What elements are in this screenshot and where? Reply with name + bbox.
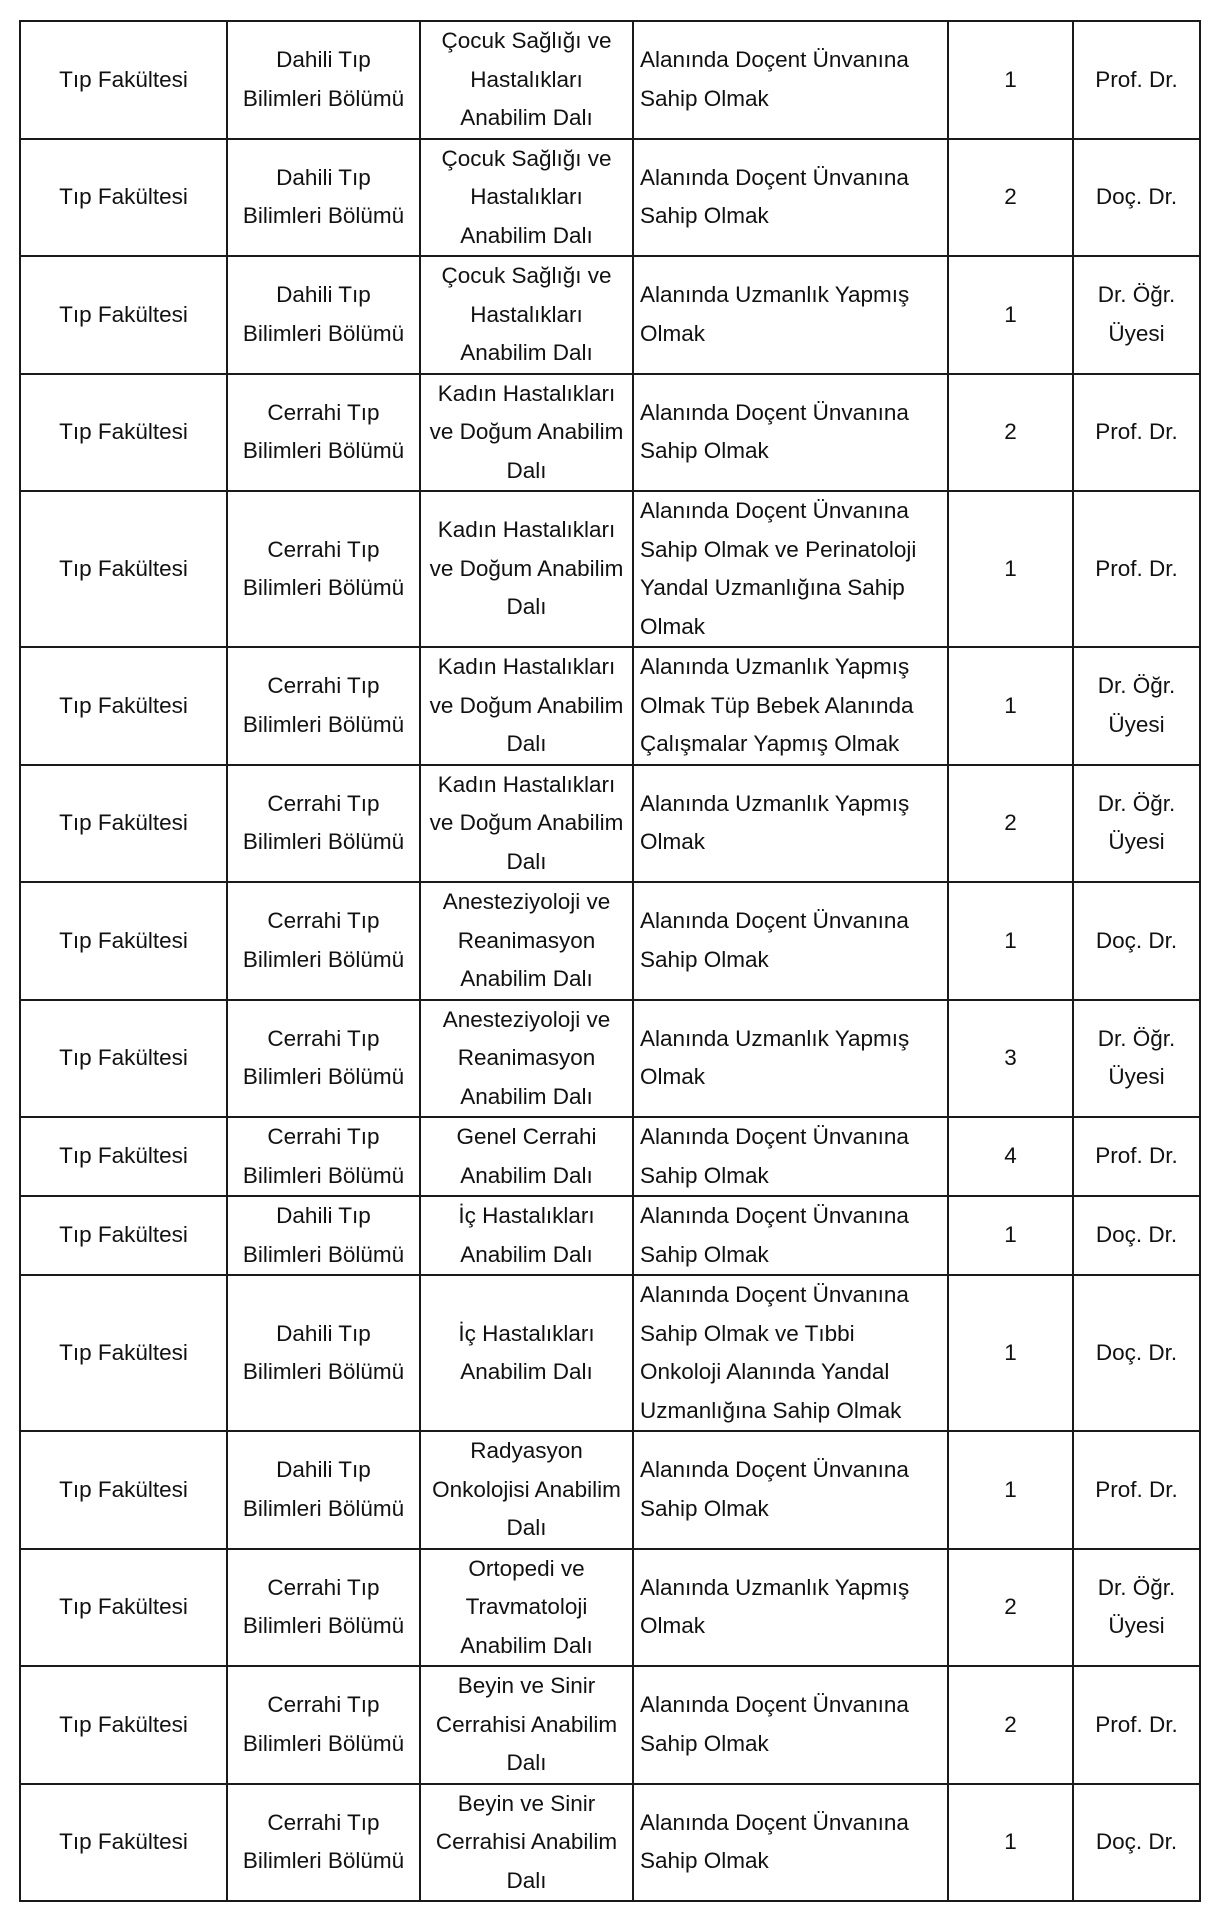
requirement-text: Alanında Doçent Ünvanına Sahip Olmak ve Tıbbi Onkoloji Alanında Yandal Uzmanlığına Sahip Olmak bbox=[640, 1282, 909, 1423]
faculty-cell bbox=[20, 882, 227, 1000]
position-count-cell bbox=[948, 491, 1073, 647]
academic-title-cell bbox=[1073, 1666, 1200, 1784]
department-cell bbox=[227, 1431, 420, 1549]
department-text: Cerrahi Tıp Bilimleri Bölümü bbox=[242, 399, 405, 464]
table-row bbox=[20, 1666, 1200, 1784]
table-row bbox=[20, 1549, 1200, 1667]
faculty-text: Tıp Fakültesi bbox=[59, 555, 188, 581]
division-cell bbox=[420, 491, 633, 647]
position-count-cell bbox=[948, 765, 1073, 883]
faculty-text: Tıp Fakültesi bbox=[59, 927, 188, 953]
count-text: 1 bbox=[1004, 301, 1017, 327]
faculty-cell bbox=[20, 1431, 227, 1549]
division-text: Kadın Hastalıkları ve Doğum Anabilim Dalı bbox=[429, 771, 624, 874]
count-text: 2 bbox=[1004, 810, 1017, 835]
position-count-cell bbox=[948, 1549, 1073, 1667]
requirement-cell bbox=[633, 1431, 948, 1549]
title-text: Dr. Öğr. Üyesi bbox=[1097, 282, 1176, 346]
table-row bbox=[20, 647, 1200, 765]
requirement-text: Alanında Uzmanlık Yapmış Olmak bbox=[640, 282, 910, 346]
division-text: Kadın Hastalıkları ve Doğum Anabilim Dalı bbox=[429, 380, 624, 483]
division-cell bbox=[420, 1784, 633, 1902]
department-text: Cerrahi Tıp Bilimleri Bölümü bbox=[242, 1809, 405, 1874]
count-text: 1 bbox=[1004, 1339, 1017, 1365]
title-text: Prof. Dr. bbox=[1095, 555, 1178, 581]
department-cell bbox=[227, 1275, 420, 1431]
faculty-text: Tıp Fakültesi bbox=[59, 184, 188, 209]
department-cell bbox=[227, 491, 420, 647]
position-count-cell bbox=[948, 647, 1073, 765]
title-text: Prof. Dr. bbox=[1095, 1711, 1178, 1737]
division-text: İç Hastalıkları Anabilim Dalı bbox=[458, 1203, 595, 1267]
department-text: Cerrahi Tıp Bilimleri Bölümü bbox=[242, 790, 405, 855]
academic-title-cell bbox=[1073, 882, 1200, 1000]
faculty-text: Tıp Fakültesi bbox=[59, 810, 188, 835]
requirement-cell bbox=[633, 647, 948, 765]
title-text: Prof. Dr. bbox=[1095, 419, 1178, 444]
table-row bbox=[20, 1117, 1200, 1196]
department-cell bbox=[227, 1549, 420, 1667]
department-cell bbox=[227, 256, 420, 374]
faculty-cell bbox=[20, 1549, 227, 1667]
faculty-text: Tıp Fakültesi bbox=[59, 1711, 188, 1737]
title-text: Prof. Dr. bbox=[1095, 1476, 1178, 1502]
count-text: 3 bbox=[1004, 1045, 1017, 1070]
faculty-text: Tıp Fakültesi bbox=[59, 1045, 188, 1070]
requirement-cell bbox=[633, 256, 948, 374]
table-row bbox=[20, 21, 1200, 139]
faculty-cell bbox=[20, 374, 227, 492]
department-cell bbox=[227, 1196, 420, 1275]
requirement-cell bbox=[633, 882, 948, 1000]
faculty-cell bbox=[20, 1666, 227, 1784]
count-text: 1 bbox=[1004, 1829, 1017, 1854]
department-cell bbox=[227, 882, 420, 1000]
faculty-text: Tıp Fakültesi bbox=[59, 1222, 188, 1248]
division-cell bbox=[420, 1117, 633, 1196]
division-cell bbox=[420, 647, 633, 765]
count-text: 4 bbox=[1004, 1143, 1017, 1169]
position-count-cell bbox=[948, 1000, 1073, 1118]
division-text: Kadın Hastalıkları ve Doğum Anabilim Dalı bbox=[429, 517, 624, 620]
academic-title-cell bbox=[1073, 256, 1200, 374]
division-text: Genel Cerrahi Anabilim Dalı bbox=[456, 1124, 597, 1188]
position-count-cell bbox=[948, 1784, 1073, 1902]
department-text: Dahili Tıp Bilimleri Bölümü bbox=[242, 47, 405, 111]
count-text: 2 bbox=[1004, 1711, 1017, 1737]
division-text: Ortopedi ve Travmatoloji Anabilim Dalı bbox=[460, 1555, 593, 1658]
department-cell bbox=[227, 1666, 420, 1784]
count-text: 2 bbox=[1004, 1594, 1017, 1619]
division-text: Beyin ve Sinir Cerrahisi Anabilim Dalı bbox=[435, 1790, 618, 1893]
department-text: Cerrahi Tıp Bilimleri Bölümü bbox=[242, 1692, 405, 1756]
title-text: Doç. Dr. bbox=[1095, 1829, 1178, 1854]
requirement-text: Alanında Uzmanlık Yapmış Olmak bbox=[640, 1574, 910, 1639]
department-cell bbox=[227, 1000, 420, 1118]
requirement-text: Alanında Doçent Ünvanına Sahip Olmak bbox=[640, 164, 909, 229]
department-cell bbox=[227, 647, 420, 765]
position-count-cell bbox=[948, 1117, 1073, 1196]
requirement-cell bbox=[633, 1196, 948, 1275]
requirement-cell bbox=[633, 1117, 948, 1196]
faculty-cell bbox=[20, 647, 227, 765]
requirement-cell bbox=[633, 491, 948, 647]
division-cell bbox=[420, 1549, 633, 1667]
academic-title-cell bbox=[1073, 1196, 1200, 1275]
title-text: Doç. Dr. bbox=[1095, 184, 1178, 209]
table-row bbox=[20, 765, 1200, 883]
count-text: 1 bbox=[1004, 555, 1017, 581]
academic-title-cell bbox=[1073, 139, 1200, 257]
department-text: Dahili Tıp Bilimleri Bölümü bbox=[242, 164, 405, 229]
faculty-text: Tıp Fakültesi bbox=[59, 419, 188, 444]
faculty-text: Tıp Fakültesi bbox=[59, 1143, 188, 1169]
faculty-text: Tıp Fakültesi bbox=[59, 1829, 188, 1854]
division-cell bbox=[420, 139, 633, 257]
faculty-text: Tıp Fakültesi bbox=[59, 1339, 188, 1365]
staff-positions-table bbox=[19, 20, 1201, 1902]
position-count-cell bbox=[948, 1275, 1073, 1431]
faculty-cell bbox=[20, 1117, 227, 1196]
department-cell bbox=[227, 1117, 420, 1196]
table-row bbox=[20, 1784, 1200, 1902]
division-cell bbox=[420, 1431, 633, 1549]
division-text: Çocuk Sağlığı ve Hastalıkları Anabilim Dalı bbox=[441, 263, 612, 365]
division-text: Beyin ve Sinir Cerrahisi Anabilim Dalı bbox=[435, 1673, 618, 1775]
faculty-cell bbox=[20, 1000, 227, 1118]
title-text: Doç. Dr. bbox=[1095, 1339, 1178, 1365]
academic-title-cell bbox=[1073, 1000, 1200, 1118]
requirement-text: Alanında Doçent Ünvanına Sahip Olmak bbox=[640, 1203, 909, 1267]
requirement-text: Alanında Uzmanlık Yapmış Olmak bbox=[640, 790, 910, 855]
position-count-cell bbox=[948, 21, 1073, 139]
requirement-cell bbox=[633, 1000, 948, 1118]
requirement-text: Alanında Doçent Ünvanına Sahip Olmak bbox=[640, 908, 909, 972]
academic-title-cell bbox=[1073, 1784, 1200, 1902]
requirement-cell bbox=[633, 374, 948, 492]
division-text: Anesteziyoloji ve Reanimasyon Anabilim Dalı bbox=[442, 1006, 611, 1109]
division-cell bbox=[420, 1275, 633, 1431]
requirement-cell bbox=[633, 1549, 948, 1667]
requirement-text: Alanında Uzmanlık Yapmış Olmak Tüp Bebek Alanında Çalışmalar Yapmış Olmak bbox=[640, 654, 914, 756]
table-row bbox=[20, 1431, 1200, 1549]
division-cell bbox=[420, 882, 633, 1000]
position-count-cell bbox=[948, 256, 1073, 374]
faculty-cell bbox=[20, 1196, 227, 1275]
count-text: 2 bbox=[1004, 419, 1017, 444]
faculty-cell bbox=[20, 139, 227, 257]
title-text: Dr. Öğr. Üyesi bbox=[1097, 790, 1176, 855]
requirement-cell bbox=[633, 139, 948, 257]
requirement-text: Alanında Doçent Ünvanına Sahip Olmak bbox=[640, 1457, 909, 1521]
academic-title-cell bbox=[1073, 1117, 1200, 1196]
department-text: Dahili Tıp Bilimleri Bölümü bbox=[242, 282, 405, 346]
faculty-text: Tıp Fakültesi bbox=[59, 1476, 188, 1502]
count-text: 1 bbox=[1004, 1476, 1017, 1502]
count-text: 1 bbox=[1004, 1222, 1017, 1248]
division-text: Radyasyon Onkolojisi Anabilim Dalı bbox=[432, 1438, 621, 1540]
table-row bbox=[20, 882, 1200, 1000]
position-count-cell bbox=[948, 1431, 1073, 1549]
department-text: Dahili Tıp Bilimleri Bölümü bbox=[242, 1203, 405, 1267]
requirement-cell bbox=[633, 1784, 948, 1902]
title-text: Dr. Öğr. Üyesi bbox=[1097, 1025, 1176, 1090]
table-row bbox=[20, 1275, 1200, 1431]
position-count-cell bbox=[948, 139, 1073, 257]
count-text: 2 bbox=[1004, 184, 1017, 209]
division-text: İç Hastalıkları Anabilim Dalı bbox=[458, 1320, 595, 1384]
department-cell bbox=[227, 21, 420, 139]
title-text: Prof. Dr. bbox=[1095, 1143, 1178, 1169]
department-cell bbox=[227, 139, 420, 257]
faculty-text: Tıp Fakültesi bbox=[59, 66, 188, 92]
count-text: 1 bbox=[1004, 692, 1017, 718]
department-cell bbox=[227, 765, 420, 883]
academic-title-cell bbox=[1073, 374, 1200, 492]
requirement-cell bbox=[633, 21, 948, 139]
requirement-text: Alanında Doçent Ünvanına Sahip Olmak bbox=[640, 399, 909, 464]
table-row bbox=[20, 139, 1200, 257]
division-cell bbox=[420, 21, 633, 139]
academic-title-cell bbox=[1073, 1549, 1200, 1667]
title-text: Dr. Öğr. Üyesi bbox=[1097, 673, 1176, 737]
title-text: Prof. Dr. bbox=[1095, 66, 1178, 92]
requirement-text: Alanında Doçent Ünvanına Sahip Olmak bbox=[640, 1124, 909, 1188]
faculty-text: Tıp Fakültesi bbox=[59, 301, 188, 327]
requirement-text: Alanında Doçent Ünvanına Sahip Olmak ve Perinatoloji Yandal Uzmanlığına Sahip Olmak bbox=[640, 498, 917, 639]
division-text: Çocuk Sağlığı ve Hastalıkları Anabilim Dalı bbox=[441, 145, 612, 248]
academic-title-cell bbox=[1073, 1275, 1200, 1431]
academic-title-cell bbox=[1073, 21, 1200, 139]
department-text: Cerrahi Tıp Bilimleri Bölümü bbox=[242, 1025, 405, 1090]
table-row bbox=[20, 1196, 1200, 1275]
title-text: Doç. Dr. bbox=[1095, 1222, 1178, 1248]
position-count-cell bbox=[948, 374, 1073, 492]
department-text: Cerrahi Tıp Bilimleri Bölümü bbox=[242, 536, 405, 600]
title-text: Dr. Öğr. Üyesi bbox=[1097, 1574, 1176, 1639]
department-text: Cerrahi Tıp Bilimleri Bölümü bbox=[242, 1124, 405, 1188]
division-text: Kadın Hastalıkları ve Doğum Anabilim Dalı bbox=[429, 654, 624, 756]
position-count-cell bbox=[948, 1196, 1073, 1275]
department-text: Cerrahi Tıp Bilimleri Bölümü bbox=[242, 673, 405, 737]
division-cell bbox=[420, 1196, 633, 1275]
table-row bbox=[20, 491, 1200, 647]
department-text: Cerrahi Tıp Bilimleri Bölümü bbox=[242, 908, 405, 972]
count-text: 1 bbox=[1004, 927, 1017, 953]
position-count-cell bbox=[948, 882, 1073, 1000]
division-text: Çocuk Sağlığı ve Hastalıkları Anabilim Dalı bbox=[441, 28, 612, 130]
department-text: Cerrahi Tıp Bilimleri Bölümü bbox=[242, 1574, 405, 1639]
division-cell bbox=[420, 374, 633, 492]
requirement-cell bbox=[633, 1666, 948, 1784]
requirement-text: Alanında Doçent Ünvanına Sahip Olmak bbox=[640, 1809, 909, 1874]
faculty-cell bbox=[20, 1275, 227, 1431]
department-cell bbox=[227, 1784, 420, 1902]
table-row bbox=[20, 374, 1200, 492]
faculty-cell bbox=[20, 765, 227, 883]
table-body bbox=[20, 21, 1200, 1901]
academic-title-cell bbox=[1073, 1431, 1200, 1549]
faculty-text: Tıp Fakültesi bbox=[59, 1594, 188, 1619]
requirement-text: Alanında Doçent Ünvanına Sahip Olmak bbox=[640, 47, 909, 111]
academic-title-cell bbox=[1073, 765, 1200, 883]
requirement-cell bbox=[633, 1275, 948, 1431]
count-text: 1 bbox=[1004, 66, 1017, 92]
table-row bbox=[20, 1000, 1200, 1118]
department-text: Dahili Tıp Bilimleri Bölümü bbox=[242, 1320, 405, 1384]
division-cell bbox=[420, 1666, 633, 1784]
requirement-cell bbox=[633, 765, 948, 883]
academic-title-cell bbox=[1073, 647, 1200, 765]
division-cell bbox=[420, 765, 633, 883]
requirement-text: Alanında Doçent Ünvanına Sahip Olmak bbox=[640, 1692, 909, 1756]
title-text: Doç. Dr. bbox=[1095, 927, 1178, 953]
department-text: Dahili Tıp Bilimleri Bölümü bbox=[242, 1457, 405, 1521]
faculty-cell bbox=[20, 256, 227, 374]
faculty-text: Tıp Fakültesi bbox=[59, 692, 188, 718]
requirement-text: Alanında Uzmanlık Yapmış Olmak bbox=[640, 1025, 910, 1090]
faculty-cell bbox=[20, 21, 227, 139]
department-cell bbox=[227, 374, 420, 492]
division-cell bbox=[420, 1000, 633, 1118]
position-count-cell bbox=[948, 1666, 1073, 1784]
division-text: Anesteziyoloji ve Reanimasyon Anabilim Dalı bbox=[442, 889, 611, 991]
faculty-cell bbox=[20, 491, 227, 647]
division-cell bbox=[420, 256, 633, 374]
faculty-cell bbox=[20, 1784, 227, 1902]
table-row bbox=[20, 256, 1200, 374]
academic-title-cell bbox=[1073, 491, 1200, 647]
